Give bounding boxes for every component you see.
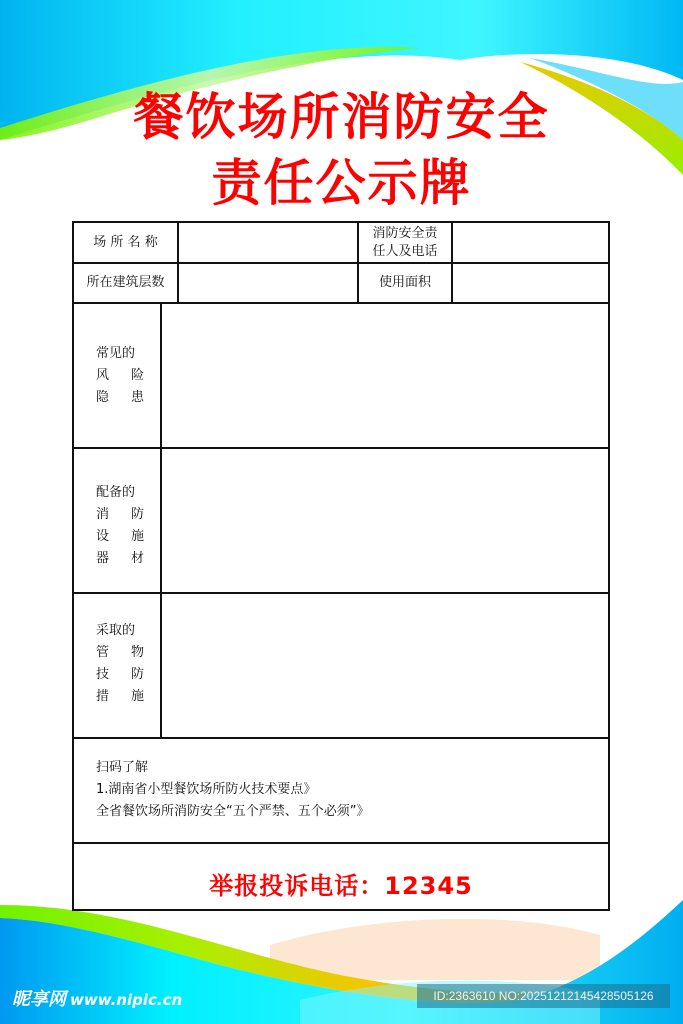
fire-equipment-label — [74, 449, 162, 594]
scan-info-item-2: 全省餐饮场所消防安全“五个严禁、五个必须”》 — [96, 804, 370, 819]
complaint-hotline-section — [74, 844, 608, 909]
page-title-line-2: 责任公示牌 — [211, 154, 472, 212]
usage-area-label — [359, 264, 453, 304]
measures-label-line-4: 措 施 — [96, 689, 144, 704]
measures-label-line-2: 管 物 — [96, 645, 144, 660]
floor-count-label-text: 所在建筑层数 — [86, 275, 165, 290]
common-hazards-label — [74, 304, 162, 449]
fire-equipment-content[interactable] — [162, 449, 608, 594]
equipment-label-line-3: 设 施 — [96, 529, 144, 544]
image-id-badge: ID:2363610 NO:20251212145428505126 — [417, 984, 670, 1008]
watermark-brand: 昵享网 — [12, 989, 66, 1010]
usage-area-value[interactable] — [453, 264, 608, 304]
hazards-label-line-2: 风 险 — [96, 368, 144, 383]
venue-name-label-text: 场 所 名 称 — [93, 234, 158, 250]
measures-label-line-1: 采取的 — [96, 623, 136, 638]
page-title-line-1: 餐饮场所消防安全 — [133, 88, 550, 146]
equipment-label-line-2: 消 防 — [96, 507, 144, 522]
floor-count-label — [74, 264, 179, 304]
scan-info-heading: 扫码了解 — [96, 760, 149, 775]
scan-info-item-1: 1.湖南省小型餐饮场所防火技术要点》 — [96, 782, 317, 797]
hazards-label-line-3: 隐 患 — [96, 390, 144, 405]
prevention-measures-label — [74, 594, 162, 739]
floor-count-value[interactable] — [179, 264, 359, 304]
venue-name-label — [74, 223, 179, 264]
watermark-url: www.nipic.cn — [70, 991, 183, 1009]
complaint-hotline: 举报投诉电话：12345 — [209, 872, 473, 900]
venue-name-value[interactable] — [179, 223, 359, 264]
equipment-label-line-4: 器 材 — [96, 551, 144, 566]
fire-safety-responsible-value[interactable] — [453, 223, 608, 264]
measures-label-line-3: 技 防 — [96, 667, 144, 682]
responsible-label-line-1: 消防安全责 — [372, 225, 438, 241]
scan-info-section — [74, 739, 608, 844]
site-watermark-logo — [12, 985, 182, 1011]
prevention-measures-content[interactable] — [162, 594, 608, 739]
hazards-label-line-1: 常见的 — [96, 346, 136, 361]
equipment-label-line-1: 配备的 — [96, 485, 136, 500]
responsible-label-line-2: 任人及电话 — [372, 243, 438, 259]
responsibility-table — [72, 221, 610, 911]
usage-area-label-text: 使用面积 — [378, 275, 431, 290]
fire-safety-responsible-label — [359, 223, 453, 264]
common-hazards-content[interactable] — [162, 304, 608, 449]
